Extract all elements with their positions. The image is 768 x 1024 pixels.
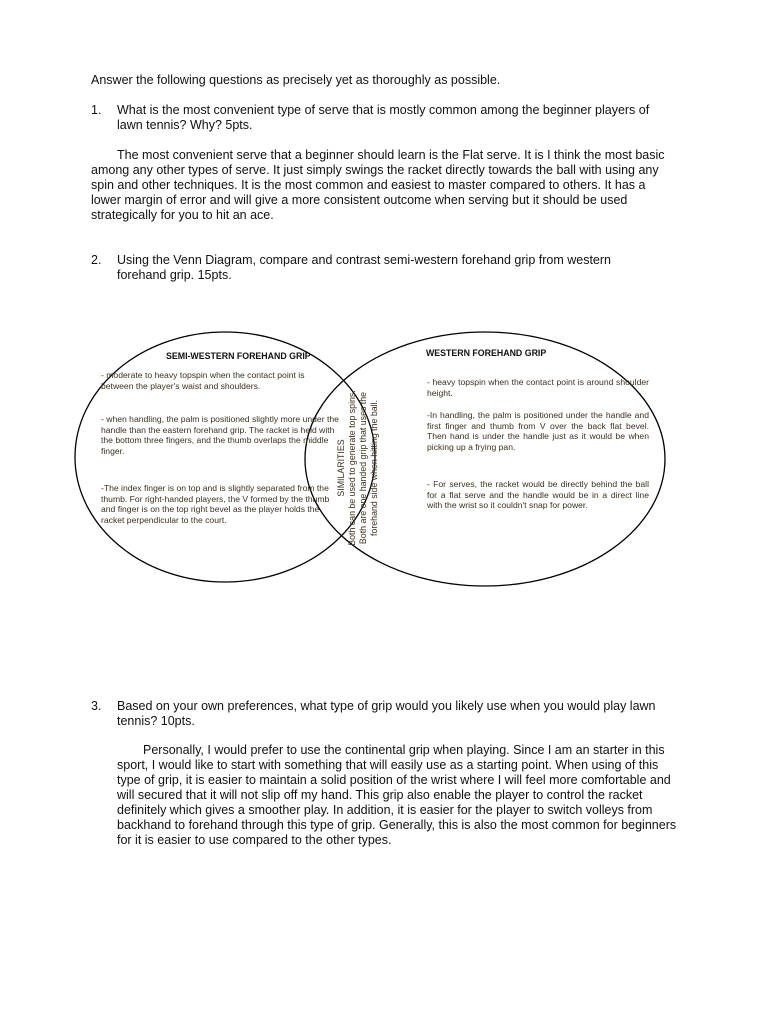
q3-answer: Personally, I would prefer to use the continental grip when playing. Since I am an starter in this sport, I would like to start with something that will easily use as a starting point. When using of this type of grip, it is easier to maintain a solid position of the wrist where I will feel more comfortable and will secured that it will not slip off my hand. This grip also enable the player to control the racket definitely which gives a smoother play. In addition, it is easier for the player to switch volleys from backhand to forehand through this type of grip. Generally, this is also the most common for beginners for it is easier to use compared to the other types. bbox=[117, 743, 677, 847]
venn-right-item-3: - For serves, the racket would be directly behind the ball for a flat serve and the handle would be in a direct line with the wrist so it couldn't snap for power. bbox=[427, 479, 649, 511]
q2-number: 2. bbox=[91, 253, 102, 267]
venn-similarities bbox=[336, 318, 384, 618]
venn-left-title: SEMI-WESTERN FOREHAND GRIP bbox=[166, 351, 311, 361]
q1-question: What is the most convenient type of serve that is mostly common among the beginner players of lawn tennis? Why? 5pts. bbox=[117, 103, 650, 132]
venn-right-item-2: -In handling, the palm is positioned under the handle and first finger and thumb from V over the back flat bevel. Then hand is under the handle just as it would be when picking up a frying pan. bbox=[427, 410, 649, 452]
venn-left-item-1: - moderate to heavy topspin when the contact point is between the player's waist and shoulders. bbox=[101, 370, 305, 391]
similarities-line-1: Both can be used to generate top spins. bbox=[347, 390, 357, 546]
similarities-line-2: Both are one handed grip that uses the bbox=[358, 391, 368, 545]
q3-question: Based on your own preferences, what type of grip would you likely use when you would play lawn tennis? 10pts. bbox=[117, 699, 656, 728]
q3-number: 3. bbox=[91, 699, 102, 713]
q2-question: Using the Venn Diagram, compare and contrast semi-western forehand grip from western forehand grip. 15pts. bbox=[117, 253, 611, 282]
venn-right-item-1: - heavy topspin when the contact point is around shoulder height. bbox=[427, 377, 649, 398]
q1-answer: The most convenient serve that a beginner should learn is the Flat serve. It is I think the most basic among any other types of serve. It just simply swings the racket directly towards the ball with using any spin and other techniques. It is the most common and easiest to master compared to others. It has a lower margin of error and will give a more consistent outcome when serving but it should be used strategically for you to hit an ace. bbox=[91, 148, 665, 222]
similarities-title: SIMILARITIES bbox=[336, 439, 346, 497]
q1-number: 1. bbox=[91, 103, 102, 117]
venn-left-item-3: -The index finger is on top and is slightly separated from the thumb. For right-handed players, the V formed by the thumb and finger is on the top right bevel as the player holds the racket perpendicular to the court. bbox=[101, 483, 330, 525]
similarities-line-3: forehand side when hitting the ball. bbox=[369, 400, 379, 536]
venn-left-item-2: - when handling, the palm is positioned slightly more under the handle than the eastern forehand grip. The racket is held with the bottom three fingers, and the thumb overlaps the middle finger. bbox=[101, 414, 339, 456]
instructions: Answer the following questions as precisely yet as thoroughly as possible. bbox=[91, 73, 501, 87]
venn-right-title: WESTERN FOREHAND GRIP bbox=[426, 348, 547, 358]
